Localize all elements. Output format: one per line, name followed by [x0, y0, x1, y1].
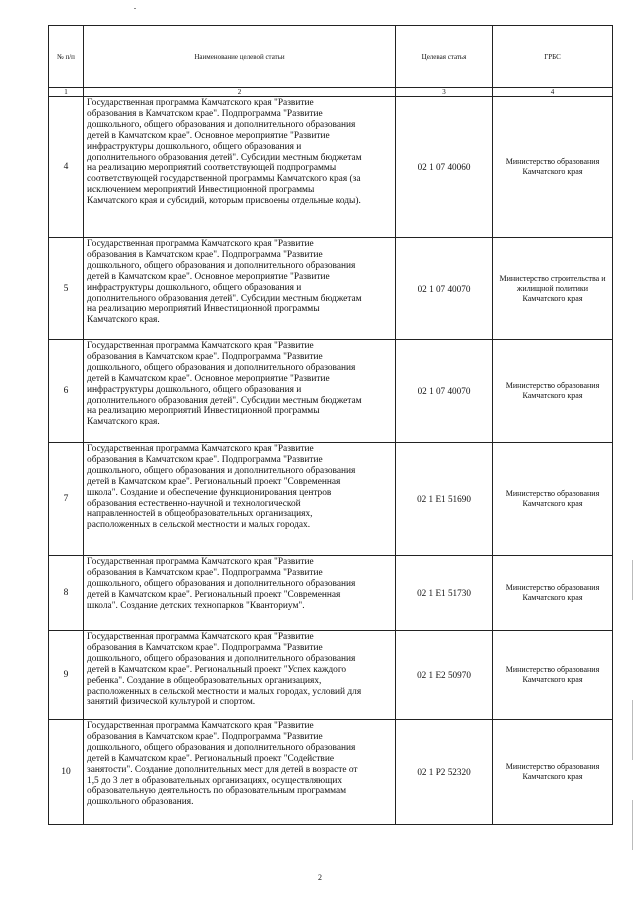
target-name-cell — [84, 97, 396, 238]
table-row — [49, 720, 613, 825]
target-code: 02 1 07 40060 — [396, 97, 493, 238]
header-code: Целевая статья — [396, 26, 493, 88]
row-number: 6 — [49, 340, 84, 443]
page-number: 2 — [318, 873, 322, 882]
target-code: 02 1 07 40070 — [396, 238, 493, 340]
scan-edge-mark — [632, 800, 633, 850]
targets-table — [48, 25, 613, 825]
target-name-line: дополнительного образования детей". Субсидии местным бюджетам — [87, 293, 362, 304]
grbs-line: Камчатского края — [522, 167, 583, 176]
target-name-line: дошкольного, общего образования и дополнительного образования — [87, 742, 356, 753]
target-name-line: дополнительного образования детей". Субсидии местным бюджетам — [87, 395, 362, 406]
grbs-line: Министерство образования — [505, 489, 600, 498]
table-row — [49, 238, 613, 340]
target-name-line: образования в Камчатском крае". Подпрограмма "Развитие — [87, 642, 323, 653]
target-code: 02 1 E1 51690 — [396, 443, 493, 556]
target-name-line: образования в Камчатском крае". Подпрограмма "Развитие — [87, 249, 323, 260]
header-name: Наименование целевой статьи — [84, 26, 396, 88]
target-name-line: Государственная программа Камчатского края "Развитие — [87, 444, 314, 454]
target-name-line: Государственная программа Камчатского края "Развитие — [87, 557, 314, 567]
target-name-cell — [84, 340, 396, 443]
target-name-line: Камчатского края. — [87, 417, 160, 428]
target-name-line: Государственная программа Камчатского края "Развитие — [87, 98, 314, 108]
row-number: 8 — [49, 556, 84, 631]
grbs-line: жилищной политики — [516, 283, 589, 293]
target-name-line: детей в Камчатском крае". Региональный проект "Современная — [87, 476, 341, 487]
grbs-cell — [493, 97, 613, 238]
table-row — [49, 340, 613, 443]
target-name-line: образования в Камчатском крае". Подпрограмма "Развитие — [87, 731, 323, 742]
target-name-cell — [84, 238, 396, 340]
grbs-line: Камчатского края — [522, 675, 583, 684]
target-name-line: дошкольного, общего образования и дополнительного образования — [87, 465, 356, 476]
header-grbs: ГРБС — [493, 26, 613, 88]
target-name-line: дополнительного образования детей". Субсидии местным бюджетам — [87, 152, 362, 163]
table-row — [49, 631, 613, 720]
table-row — [49, 556, 613, 631]
target-name-line: инфраструктуры дошкольного, общего образования и — [87, 282, 302, 293]
target-name-line: детей в Камчатском крае". Основное мероприятие "Развитие — [87, 271, 330, 282]
table-row — [49, 97, 613, 238]
grbs-line: Камчатского края — [522, 499, 583, 508]
row-number: 7 — [49, 443, 84, 556]
scan-edge-mark — [632, 560, 633, 600]
target-name-line: детей в Камчатском крае". Основное мероприятие "Развитие — [87, 130, 330, 141]
target-name-line: Камчатского края. — [87, 315, 160, 326]
target-name-line: школа". Создание и обеспечение функционирования центров — [87, 487, 332, 498]
target-name-line: дошкольного, общего образования и дополнительного образования — [87, 653, 356, 664]
target-name-line: детей в Камчатском крае". Региональный проект "Содействие — [87, 753, 335, 764]
target-name-line: инфраструктуры дошкольного, общего образования и — [87, 141, 302, 152]
target-name-line: школа". Создание детских технопарков "Кванториум". — [87, 600, 305, 611]
target-name-line: на реализацию мероприятий Инвестиционной программы — [87, 406, 320, 417]
target-code: 02 1 E2 50970 — [396, 631, 493, 720]
target-name-line: дошкольного, общего образования и дополнительного образования — [87, 362, 356, 373]
target-name-line: образования в Камчатском крае". Подпрограмма "Развитие — [87, 351, 323, 362]
scan-mark — [134, 8, 136, 9]
target-name-line: направленностей в общеобразовательных организациях, — [87, 509, 313, 520]
target-name-line: Камчатского края и субсидий, которым присвоены отдельные коды). — [87, 196, 361, 207]
target-name-line: дошкольного, общего образования и дополнительного образования — [87, 119, 356, 130]
target-name-line: образования в Камчатском крае". Подпрограмма "Развитие — [87, 108, 323, 119]
target-name-cell — [84, 556, 396, 631]
grbs-line: Министерство образования — [505, 665, 600, 674]
target-name-cell — [84, 631, 396, 720]
target-name-cell — [84, 443, 396, 556]
row-number: 9 — [49, 631, 84, 720]
grbs-cell — [493, 443, 613, 556]
grbs-line: Министерство образования — [505, 157, 600, 166]
target-name-line: Государственная программа Камчатского края "Развитие — [87, 239, 314, 249]
target-code: 02 1 07 40070 — [396, 340, 493, 443]
target-name-line: ребенка". Создание в общеобразовательных организациях, — [87, 675, 322, 686]
target-name-line: образования в Камчатском крае". Подпрограмма "Развитие — [87, 454, 323, 465]
table-row — [49, 443, 613, 556]
row-number: 4 — [49, 97, 84, 238]
target-name-cell — [84, 720, 396, 825]
header-row — [49, 26, 613, 88]
header-num: № п/п — [49, 26, 84, 88]
target-name-line: образовательную деятельность по образовательным программам — [87, 786, 347, 797]
target-name-line: расположенных в сельской местности и малых городах, условий для — [87, 686, 362, 697]
target-name-line: детей в Камчатском крае". Региональный проект "Успех каждого — [87, 664, 347, 675]
target-name-line: расположенных в сельской местности и малых городах. — [87, 520, 311, 531]
target-name-line: инфраструктуры дошкольного, общего образования и — [87, 384, 302, 395]
grbs-line: Камчатского края — [522, 293, 583, 303]
column-index: 3 — [396, 88, 493, 97]
target-name-line: детей в Камчатском крае". Основное мероприятие "Развитие — [87, 373, 330, 384]
grbs-cell — [493, 238, 613, 340]
target-name-line: 1,5 до 3 лет в образовательных организациях, осуществляющих — [87, 775, 343, 786]
column-index: 4 — [493, 88, 613, 97]
row-number: 10 — [49, 720, 84, 825]
grbs-line: Камчатского края — [522, 772, 583, 781]
target-name-line: исключением мероприятий Инвестиционной программы — [87, 185, 315, 196]
column-index: 2 — [84, 88, 396, 97]
target-name-line: Государственная программа Камчатского края "Развитие — [87, 721, 314, 731]
target-name-line: Государственная программа Камчатского края "Развитие — [87, 341, 314, 351]
grbs-cell — [493, 556, 613, 631]
target-name-line: образования естественно-научной и технологической — [87, 498, 301, 509]
target-name-line: на реализацию мероприятий Инвестиционной программы — [87, 304, 320, 315]
row-number: 5 — [49, 238, 84, 340]
grbs-cell — [493, 631, 613, 720]
grbs-line: Министерство образования — [505, 381, 600, 390]
target-name-line: образования в Камчатском крае". Подпрограмма "Развитие — [87, 567, 323, 578]
grbs-line: Камчатского края — [522, 391, 583, 400]
grbs-cell — [493, 340, 613, 443]
target-name-line: занятий физической культурой и спортом. — [87, 697, 256, 708]
target-name-line: дошкольного, общего образования и дополнительного образования — [87, 260, 356, 271]
target-name-line: Государственная программа Камчатского края "Развитие — [87, 632, 314, 642]
column-index-row — [49, 88, 613, 97]
target-name-line: на реализацию мероприятий соответствующей подпрограммы — [87, 163, 337, 174]
target-name-line: соответствующей государственной программы Камчатского края (за — [87, 174, 361, 185]
grbs-line: Министерство образования — [505, 762, 600, 771]
target-name-line: детей в Камчатском крае". Региональный проект "Современная — [87, 589, 341, 600]
scan-edge-mark — [632, 700, 633, 760]
target-name-line: дошкольного, общего образования и дополнительного образования — [87, 578, 356, 589]
grbs-line: Министерство строительства и — [499, 273, 606, 283]
grbs-cell — [493, 720, 613, 825]
grbs-line: Камчатского края — [522, 593, 583, 602]
grbs-line: Министерство образования — [505, 583, 600, 592]
target-code: 02 1 P2 52320 — [396, 720, 493, 825]
target-name-line: дошкольного образования. — [87, 797, 194, 808]
column-index: 1 — [49, 88, 84, 97]
target-name-line: занятости". Создание дополнительных мест для детей в возрасте от — [87, 764, 358, 775]
target-code: 02 1 E1 51730 — [396, 556, 493, 631]
